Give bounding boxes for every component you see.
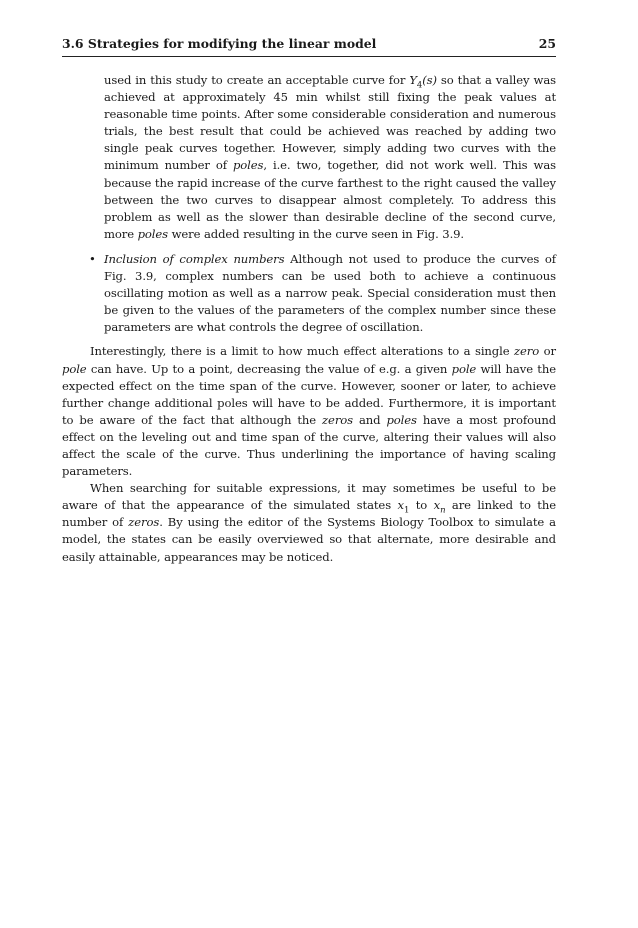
math-y4-arg: (s) (422, 73, 437, 87)
text-run: used in this study to create an acceptable curve for (104, 73, 410, 87)
paragraph-searching (62, 480, 556, 565)
text-run: or (539, 344, 556, 359)
emphasis-pole: pole (62, 361, 87, 376)
emphasis-zeros: zeros (322, 412, 353, 427)
text-run: can have. Up to a point, decreasing the value of e.g. a given (86, 361, 452, 376)
text-run: have a most profound effect on the leveling out and time span of the curve, altering their values will also affect the scale of the curve. Thus underlining the importance of having scaling parameters. (62, 412, 557, 479)
emphasis-zero: zero (514, 344, 540, 359)
emphasis-poles: poles (232, 158, 264, 173)
math-x1-sub: 1 (403, 505, 410, 516)
emphasis-zeros: zeros (128, 515, 160, 530)
bullet-text: Although not used to produce the curves of Fig. 3.9, complex numbers can be used both to achieve a continuous oscillating motion as well as a narrow peak. Special consideration must then be given to the values of the parameters of the complex number since these parameters are what controls the degree of oscillation. (104, 251, 556, 335)
text-run: to (409, 498, 434, 513)
section-title: 3.6 Strategies for modifying the linear model (62, 36, 377, 51)
bullet-title: Inclusion of complex numbers (104, 251, 285, 266)
math-x1-base: x (397, 498, 404, 513)
text-run: Interestingly, there is a limit to how much effect alterations to a single (90, 344, 515, 359)
emphasis-poles: poles (386, 412, 417, 427)
math-y4-base: Y (409, 73, 417, 87)
emphasis-pole: pole (451, 361, 477, 376)
math-xn (433, 498, 446, 516)
text-run: are linked to the number of (62, 498, 556, 530)
text-run: will have the expected effect on the time span of the curve. However, sooner or later, to achieve further change additional poles will have to be added. Furthermore, it is important to be aware of the fact that although the (62, 361, 556, 427)
text-run: , i.e. two, together, did not work well. This was because the rapid increase of the curve farthest to the right caused the valley between the two curves to disappear almost completely. To address this problem as well as the slower than desirable decline of the second curve, more (104, 158, 556, 241)
math-xn-sub: n (440, 505, 446, 516)
text-run: When searching for suitable expressions, it may sometimes be useful to be aware of that the appearance of the simulated states (62, 481, 556, 513)
document-page (62, 36, 556, 566)
paragraph-limits (62, 343, 556, 480)
bullet-icon: • (89, 251, 96, 266)
text-run: so that a valley was achieved at approximately 45 min whilst still fixing the peak values at reasonable time points. After some considerable consideration and numerous trials, the best result that could be achieved was reached by adding two single peak curves together. However, simply adding two curves with the minimum number of (104, 73, 556, 173)
text-run: . By using the editor of the Systems Biology Toolbox to simulate a model, the states can be easily overviewed so that alternate, more desirable and easily attainable, appearances may be noticed. (62, 515, 556, 564)
running-header (62, 36, 556, 57)
continued-paragraph (104, 72, 556, 243)
text-run: were added resulting in the curve seen in Fig. 3.9. (167, 226, 465, 241)
math-y4-sub: 4 (416, 80, 423, 91)
page-number: 25 (538, 36, 556, 51)
text-run: and (353, 412, 387, 427)
math-x1 (397, 498, 410, 516)
emphasis-poles: poles (137, 226, 168, 241)
math-xn-base: x (433, 498, 441, 513)
math-y4 (409, 73, 437, 91)
page-content (62, 72, 556, 566)
bullet-item-complex-numbers (89, 251, 556, 336)
